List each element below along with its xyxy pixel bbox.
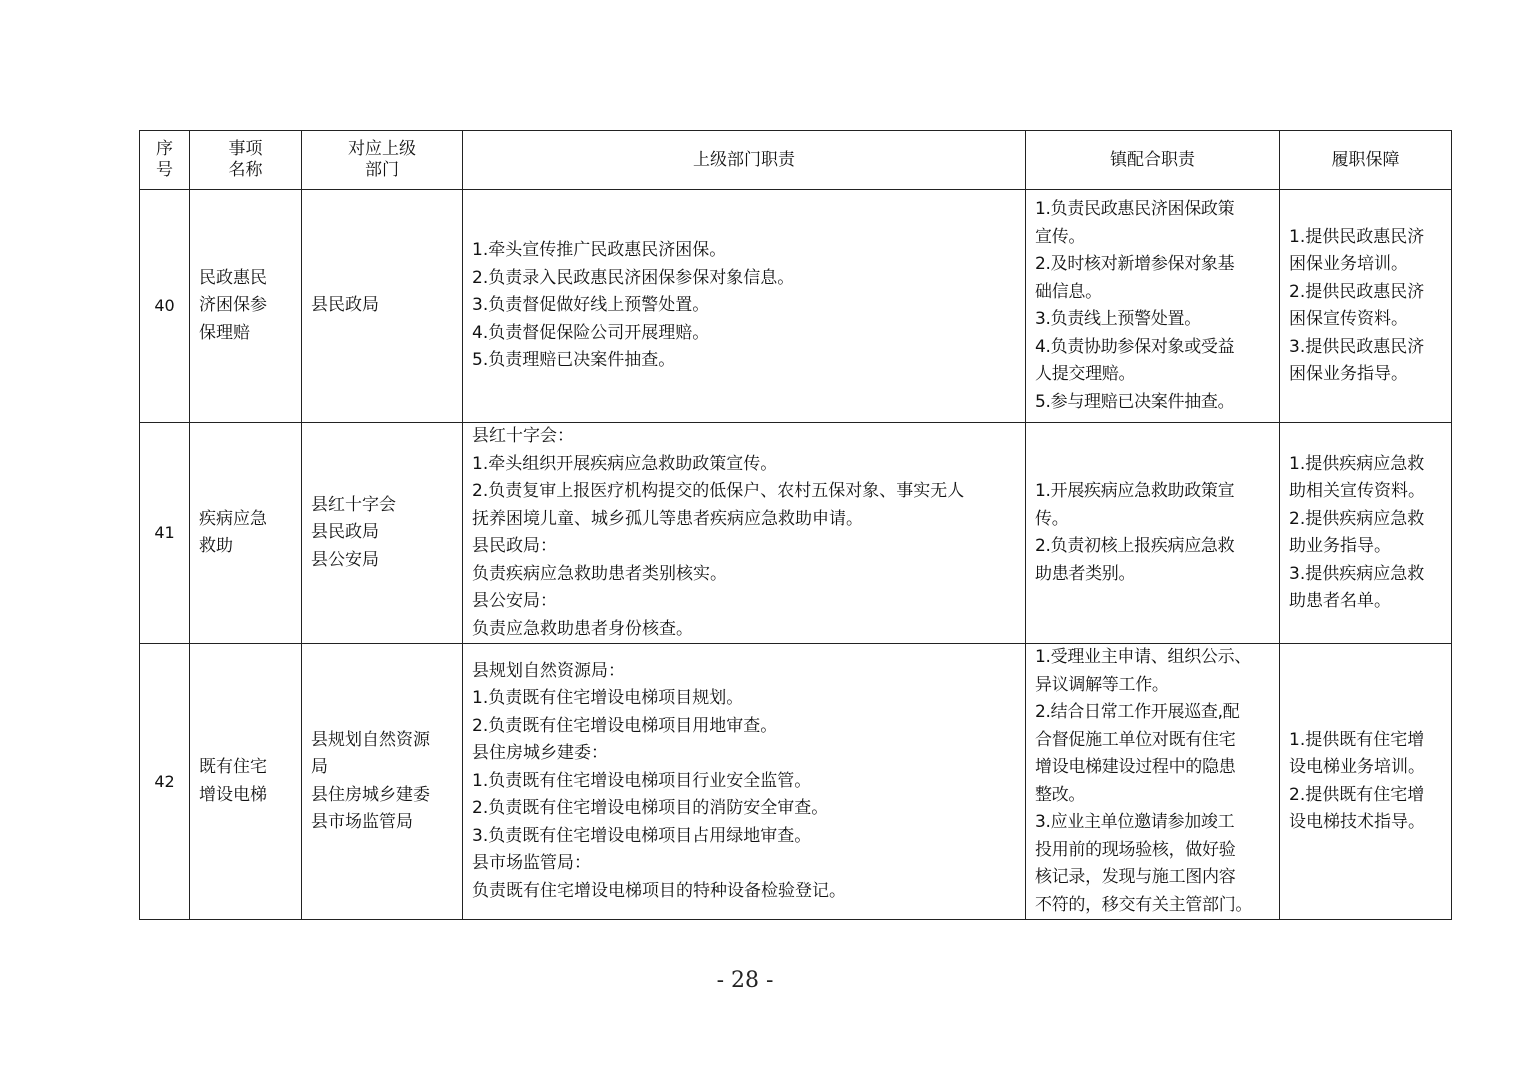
cell-duties <box>463 190 1026 423</box>
cell-text-line: 1.提供疾病应急救 <box>1289 453 1425 474</box>
cell-duties <box>463 644 1026 920</box>
header-text-line: 事项 <box>228 139 263 159</box>
cell-text-line: 县市场监管局： <box>472 853 591 874</box>
cell-guarantee <box>1280 423 1452 644</box>
cell-text-line: 3.负责线上预警处置。 <box>1035 309 1201 329</box>
header-text-line: 名称 <box>228 160 263 180</box>
duty-table <box>139 130 1452 920</box>
cell-text-line: 济困保参 <box>199 295 267 316</box>
cell-text-line: 增设电梯建设过程中的隐患 <box>1035 757 1236 777</box>
cell-dept <box>302 190 463 423</box>
cell-text-line: 3.负责既有住宅增设电梯项目占用绿地审查。 <box>472 825 812 846</box>
cell-dept <box>302 423 463 644</box>
cell-text-line: 县民政局 <box>311 522 379 543</box>
cell-text-line: 投用前的现场验核，做好验 <box>1035 839 1236 860</box>
cell-no: 40 <box>140 190 190 423</box>
cell-text-line: 3.应业主单位邀请参加竣工 <box>1035 812 1235 832</box>
cell-town-duties <box>1026 190 1280 423</box>
cell-text-line: 核记录，发现与施工图内容 <box>1035 867 1236 887</box>
cell-text-line: 助业务指导。 <box>1289 536 1391 556</box>
cell-text-line: 疾病应急 <box>199 508 267 529</box>
cell-text-line: 人提交理赔。 <box>1035 364 1136 384</box>
table-row <box>140 190 1452 423</box>
cell-dept <box>302 644 463 920</box>
cell-text-line: 救助 <box>199 536 233 556</box>
cell-text-line: 5.参与理赔已决案件抽查。 <box>1035 391 1235 412</box>
cell-text-line: 2.负责既有住宅增设电梯项目用地审查。 <box>472 715 778 736</box>
cell-text-line: 2.及时核对新增参保对象基 <box>1035 254 1235 274</box>
cell-text-line: 困保业务培训。 <box>1289 254 1408 274</box>
cell-text-line: 础信息。 <box>1035 281 1102 302</box>
cell-text-line: 传。 <box>1035 508 1069 529</box>
cell-text-line: 县红十字会： <box>472 426 574 446</box>
cell-text-line: 设电梯业务培训。 <box>1289 757 1425 777</box>
cell-text-line: 增设电梯 <box>199 784 267 805</box>
cell-text-line: 民政惠民 <box>199 267 267 288</box>
header-text-line: 号 <box>156 160 173 180</box>
header-no <box>140 131 190 190</box>
header-text-line: 部门 <box>365 160 399 180</box>
cell-text-line: 县公安局： <box>472 591 557 611</box>
header-text-line: 对应上级 <box>348 139 416 159</box>
cell-text-line: 设电梯技术指导。 <box>1289 812 1425 832</box>
cell-guarantee <box>1280 190 1452 423</box>
cell-text-line: 不符的，移交有关主管部门。 <box>1035 894 1253 915</box>
table-row <box>140 644 1452 920</box>
cell-text-line: 1.提供民政惠民济 <box>1289 226 1425 247</box>
cell-text-line: 县民政局： <box>472 536 557 556</box>
cell-text-line: 合督促施工单位对既有住宅 <box>1035 729 1236 750</box>
header-text-line: 序 <box>156 139 173 159</box>
header-duties <box>463 131 1026 190</box>
cell-duties <box>463 423 1026 644</box>
cell-text-line: 1.负责既有住宅增设电梯项目规划。 <box>472 688 744 709</box>
cell-text-line: 4.负责督促保险公司开展理赔。 <box>472 322 710 343</box>
cell-text-line: 县公安局 <box>311 549 379 570</box>
header-item-name <box>190 131 302 190</box>
cell-item-name <box>190 423 302 644</box>
cell-text-line: 2.提供既有住宅增 <box>1289 784 1425 805</box>
cell-text-line: 局 <box>311 757 328 777</box>
cell-text-line: 3.提供疾病应急救 <box>1289 563 1425 584</box>
cell-text-line: 1.牵头组织开展疾病应急救助政策宣传。 <box>472 453 778 474</box>
cell-text-line: 2.结合日常工作开展巡查,配 <box>1035 702 1240 722</box>
cell-text-line: 1.受理业主申请、组织公示、 <box>1035 647 1252 667</box>
cell-town-duties <box>1026 644 1280 920</box>
cell-text-line: 助相关宣传资料。 <box>1289 481 1425 501</box>
header-text-line: 履职保障 <box>1331 149 1400 170</box>
cell-text-line: 1.开展疾病应急救助政策宣 <box>1035 481 1235 501</box>
cell-no: 42 <box>140 644 190 920</box>
cell-text-line: 负责应急救助患者身份核查。 <box>472 618 693 639</box>
cell-text-line: 2.负责既有住宅增设电梯项目的消防安全审查。 <box>472 798 829 819</box>
cell-text-line: 县市场监管局 <box>311 812 413 832</box>
page-number: - 28 - <box>716 968 774 993</box>
cell-text-line: 1.牵头宣传推广民政惠民济困保。 <box>472 240 727 261</box>
cell-no: 41 <box>140 423 190 644</box>
cell-text-line: 县民政局 <box>311 295 379 316</box>
cell-text-line: 2.负责录入民政惠民济困保参保对象信息。 <box>472 267 795 288</box>
cell-text-line: 助患者类别。 <box>1035 563 1136 584</box>
cell-text-line: 困保业务指导。 <box>1289 364 1408 384</box>
cell-text-line: 3.负责督促做好线上预警处置。 <box>472 295 710 316</box>
cell-text-line: 异议调解等工作。 <box>1035 674 1169 695</box>
cell-text-line: 整改。 <box>1035 784 1086 805</box>
table-body <box>140 190 1452 920</box>
header-text-line: 镇配合职责 <box>1110 149 1195 170</box>
table-header-row <box>140 131 1452 190</box>
cell-text-line: 县规划自然资源 <box>311 729 430 750</box>
header-dept <box>302 131 463 190</box>
cell-text-line: 负责疾病应急救助患者类别核实。 <box>472 563 727 584</box>
cell-text-line: 2.负责初核上报疾病应急救 <box>1035 536 1235 556</box>
cell-text-line: 保理赔 <box>199 322 250 343</box>
cell-text-line: 2.提供民政惠民济 <box>1289 281 1425 302</box>
cell-text-line: 县规划自然资源局： <box>472 660 625 681</box>
cell-text-line: 2.提供疾病应急救 <box>1289 508 1425 529</box>
cell-text-line: 1.负责既有住宅增设电梯项目行业安全监管。 <box>472 770 812 791</box>
header-guarantee <box>1280 131 1452 190</box>
header-town-duties <box>1026 131 1280 190</box>
header-text-line: 上级部门职责 <box>693 149 795 170</box>
cell-text-line: 困保宣传资料。 <box>1289 309 1408 329</box>
cell-guarantee <box>1280 644 1452 920</box>
cell-text-line: 负责既有住宅增设电梯项目的特种设备检验登记。 <box>472 880 846 901</box>
cell-text-line: 宣传。 <box>1035 226 1086 247</box>
cell-item-name <box>190 644 302 920</box>
table-row <box>140 423 1452 644</box>
cell-text-line: 助患者名单。 <box>1289 591 1391 611</box>
cell-item-name <box>190 190 302 423</box>
cell-text-line: 既有住宅 <box>199 757 267 777</box>
cell-text-line: 县住房城乡建委： <box>472 743 608 764</box>
cell-text-line: 抚养困境儿童、城乡孤儿等患者疾病应急救助申请。 <box>472 508 863 529</box>
cell-text-line: 县住房城乡建委 <box>311 784 430 805</box>
cell-town-duties <box>1026 423 1280 644</box>
cell-text-line: 1.负责民政惠民济困保政策 <box>1035 199 1235 219</box>
cell-text-line: 2.负责复审上报医疗机构提交的低保户、农村五保对象、事实无人 <box>472 481 965 501</box>
cell-text-line: 县红十字会 <box>311 494 396 515</box>
cell-text-line: 3.提供民政惠民济 <box>1289 336 1425 357</box>
cell-text-line: 4.负责协助参保对象或受益 <box>1035 336 1235 357</box>
cell-text-line: 5.负责理赔已决案件抽查。 <box>472 350 676 371</box>
cell-text-line: 1.提供既有住宅增 <box>1289 729 1425 750</box>
